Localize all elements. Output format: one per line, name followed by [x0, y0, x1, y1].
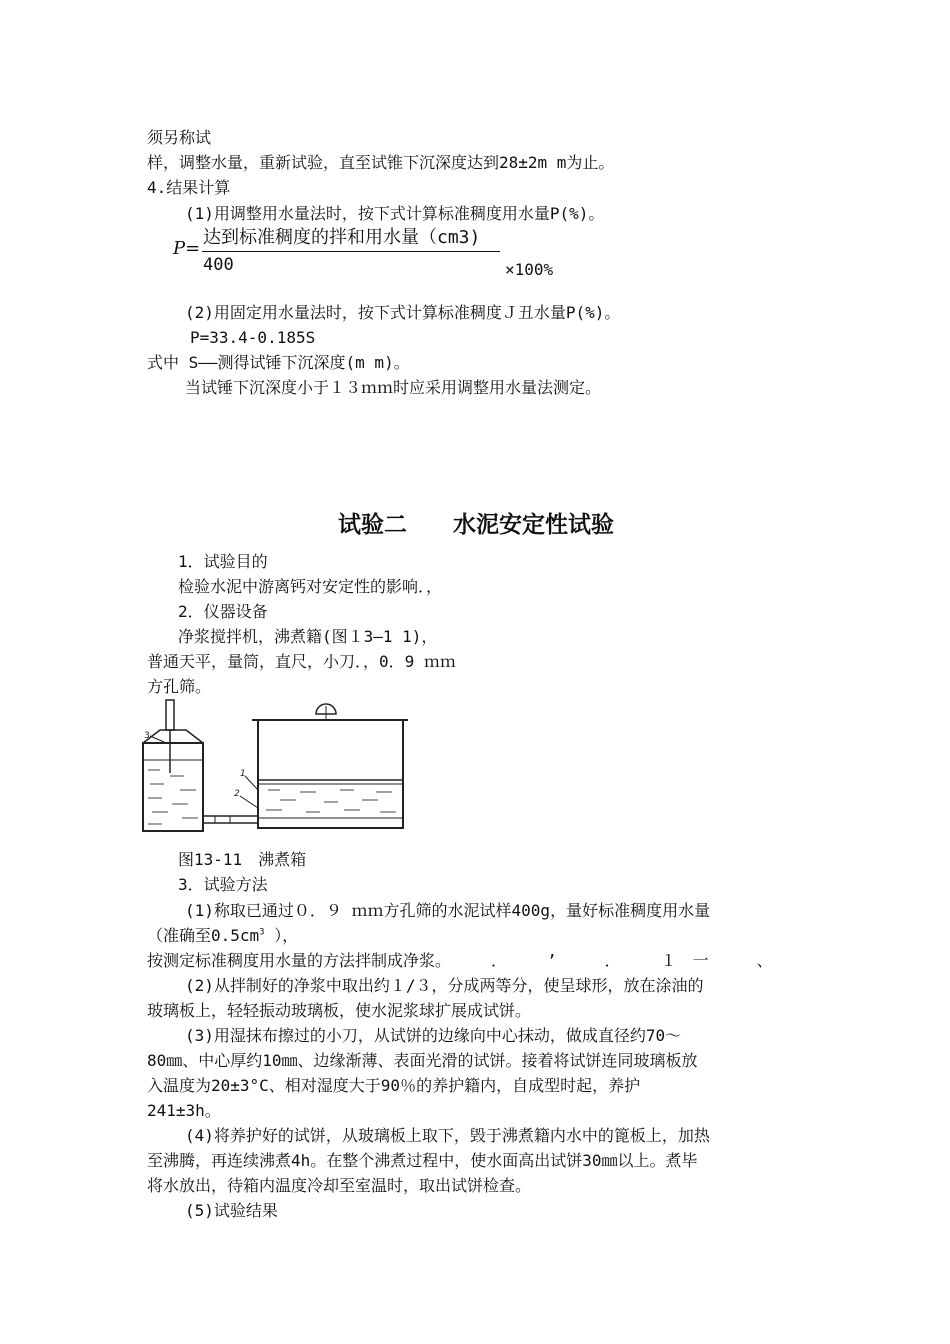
formula-lhs: P=	[173, 238, 201, 259]
callout-label: 2	[234, 789, 240, 799]
heading: 2．仪器设备	[178, 602, 268, 621]
text-line: 须另称试	[147, 128, 212, 147]
text-line: (4)将养护好的试饼，从玻璃板上取下，毁于沸煮籍内水中的篦板上，加热	[185, 1126, 710, 1145]
text-line: 4.结果计算	[147, 178, 231, 197]
text-line: 方孔筛。	[147, 677, 212, 696]
callout-label: 3	[144, 731, 150, 741]
figure-caption: 图13-11 沸煮箱	[178, 850, 307, 869]
text-line: 当试锤下沉深度小于１３ｍｍ时应采用调整用水量法测定。	[185, 378, 602, 397]
text-line: (1)用调整用水量法时，按下式计算标准稠度用水量P(%)。	[185, 204, 605, 223]
text-line: 式中 S——测得试锤下沉深度(m m)。	[147, 353, 410, 372]
text-line: 将水放出，待箱内温度冷却至室温时，取出试饼检查。	[147, 1176, 532, 1195]
formula-numerator: 达到标准稠度的拌和用水量（cm3)	[203, 227, 481, 248]
text-line	[147, 925, 298, 947]
text-line: (2)用固定用水量法时，按下式计算标准稠度Ｊ丑水量P(%)。	[185, 303, 621, 322]
text-line: 至沸腾，再连续沸煮4h。在整个沸煮过程中，使水面高出试饼30㎜以上。煮毕	[147, 1151, 698, 1170]
text-line: 241±3h。	[147, 1101, 221, 1120]
bottle-tube	[166, 700, 174, 730]
text-line: (2)从拌制好的净浆中取出约１/３，分成两等分，使呈球形，放在涂油的	[185, 976, 704, 995]
text-line: 玻璃板上，轻轻振动玻璃板，使水泥浆球扩展成试饼。	[147, 1001, 532, 1020]
formula-denominator: 400	[203, 255, 234, 275]
text-line: P=33.4-0.185S	[190, 328, 316, 347]
formula-multiplier: ×100%	[505, 260, 554, 279]
callout-label: 1	[240, 769, 246, 779]
text-line: 样，调整水量，重新试验，直至试锥下沉深度达到28±2m m为止。	[147, 153, 615, 172]
text-line: 按测定标准稠度用水量的方法拌制成净浆。 ． ’ ． １ 一 、	[147, 951, 773, 970]
text-line: 入温度为20±3°C、相对湿度大于90％的养护籍内，自成型时起，养护	[147, 1076, 641, 1095]
text-span: （准确至0.5cm	[147, 926, 260, 945]
heading: 3．试验方法	[178, 875, 268, 894]
text-line: 净浆搅拌机，沸煮籍(图１3—1 1)，	[178, 627, 438, 646]
fraction-bar	[202, 251, 500, 252]
section-title: 试验二 水泥安定性试验	[338, 512, 614, 538]
text-line: 检验水泥中游离钙对安定性的影响．，	[178, 577, 443, 596]
text-line: 普通天平，量筒，直尺，小刀．，0．9 ｍｍ	[147, 652, 456, 671]
text-line: 80㎜、中心厚约10㎜、边缘渐薄、表面光滑的试饼。接着将试饼连同玻璃板放	[147, 1051, 698, 1070]
text-line: (5)试验结果	[185, 1201, 278, 1220]
text-line: (1)称取已通过０．９ ｍｍ方孔筛的水泥试样400g，量好标准稠度用水量	[185, 901, 711, 920]
heading: 1．试验目的	[178, 552, 268, 571]
text-line: (3)用湿抹布擦过的小刀，从试饼的边缘向中心抹动，做成直径约70～	[185, 1026, 682, 1045]
superscript: 3	[259, 927, 265, 938]
boiling-box-figure	[140, 698, 408, 838]
text-span: ），	[264, 926, 299, 945]
